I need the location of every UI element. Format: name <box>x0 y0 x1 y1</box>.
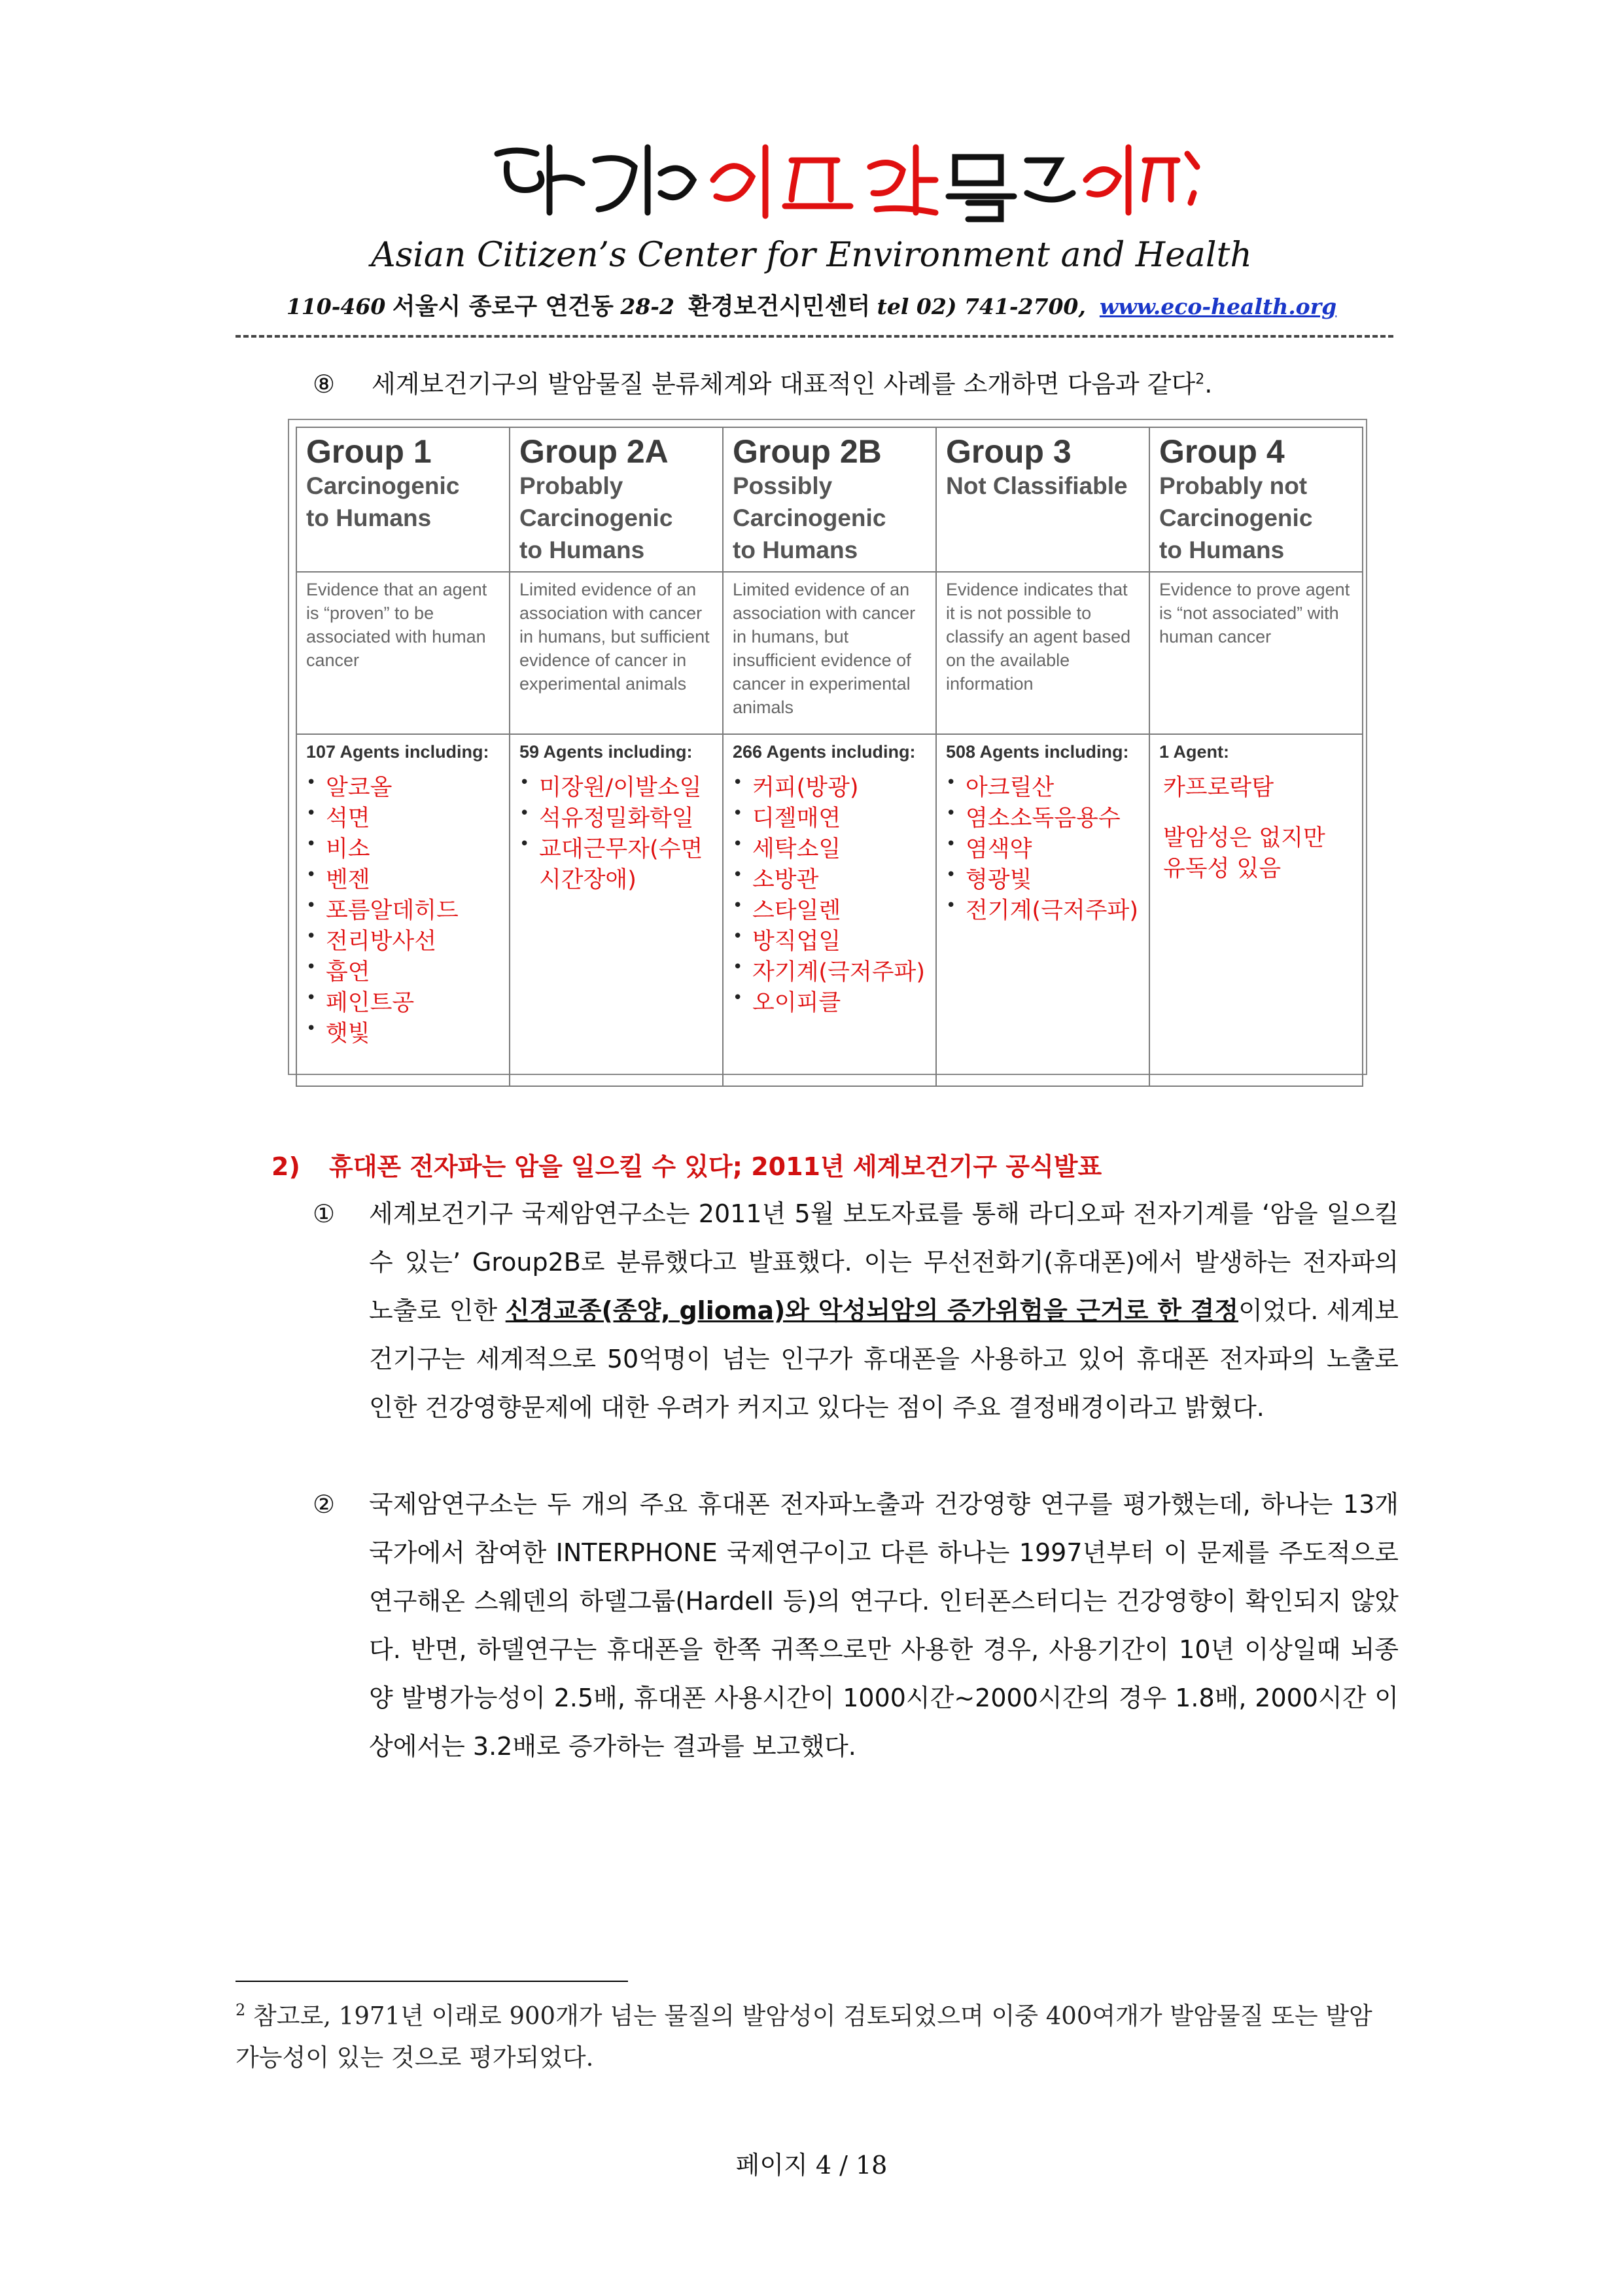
group-3-description <box>936 572 1149 734</box>
address: 서울시 종로구 연건동 <box>392 292 614 320</box>
agent-item: • 전기계(극저주파) <box>946 896 1140 927</box>
group-description: Evidence that an agent is “proven” to be associated with human cancer <box>306 580 487 670</box>
group-description: Evidence indicates that it is not possible to classify an agent based on the available information <box>946 580 1131 694</box>
organization-korean-name: 환경보건시민센터 <box>688 292 871 320</box>
group-title: Group 2B <box>733 433 882 470</box>
center-logo <box>484 134 1204 232</box>
logo-lettering <box>484 134 1204 232</box>
intro-text: 세계보건기구의 발암물질 분류체계와 대표적인 사례를 소개하면 다음과 같다 <box>372 370 1196 398</box>
group-title: Group 4 <box>1159 433 1285 470</box>
agent-item: • 형광빛 <box>946 865 1140 896</box>
group-subtitle-line: Carcinogenic <box>1159 504 1313 531</box>
group-title: Group 1 <box>306 433 432 470</box>
agent-item: • 스타일렌 <box>733 896 926 927</box>
agent-count: 107 Agents including: <box>306 742 489 762</box>
agent-item: • 포름알데히드 <box>306 896 500 927</box>
agent-item: • 석유정밀화학일 <box>519 804 713 834</box>
agent-item: • 페인트공 <box>306 988 500 1019</box>
agent-count: 508 Agents including: <box>946 742 1129 762</box>
group-1-agents <box>296 734 510 1086</box>
agent-item: • 오이피클 <box>733 988 926 1019</box>
agent-count: 266 Agents including: <box>733 742 916 762</box>
agent-note: 발암성은 없지만 유독성 있음 <box>1163 825 1325 882</box>
agent-item: • 소방관 <box>733 865 926 896</box>
footnote <box>236 1989 1387 2079</box>
agent-item: • 아크릴산 <box>946 773 1140 804</box>
group-1-description <box>296 572 510 734</box>
agent-list <box>733 773 926 1019</box>
footnote-text: 참고로, 1971년 이래로 900개가 넘는 물질의 발암성이 검토되었으며 이중 400여개가 발암물질 또는 발암가능성이 있는 것으로 평가되었다. <box>236 2002 1372 2072</box>
group-2a-agents <box>510 734 723 1086</box>
address-number: 28-2 <box>620 294 674 319</box>
group-3-agents <box>936 734 1149 1086</box>
group-2b-agents <box>723 734 936 1086</box>
group-description: Limited evidence of an association with cancer in humans, but sufficient evidence of cancer in experimental animals <box>519 580 710 694</box>
group-subtitle-line: to Humans <box>306 504 432 531</box>
group-subtitle-line: Possibly <box>733 472 833 499</box>
group-4-description <box>1149 572 1363 734</box>
agent-item: • 커피(방광) <box>733 773 926 804</box>
paragraph-marker: ② <box>313 1490 336 1519</box>
agent-item: • 비소 <box>306 834 500 865</box>
group-subtitle-line: Not Classifiable <box>946 472 1128 499</box>
intro-marker: ⑧ <box>313 370 336 398</box>
section-heading <box>271 1146 1102 1182</box>
agent-item: • 염색약 <box>946 834 1140 865</box>
intro-line <box>313 364 1425 400</box>
group-3-header <box>936 427 1149 572</box>
agent-item: • 벤젠 <box>306 865 500 896</box>
paragraph-2 <box>313 1480 1399 1771</box>
agent-list <box>519 773 713 896</box>
paragraph-marker: ① <box>313 1199 336 1228</box>
group-4-agents <box>1149 734 1363 1086</box>
intro-end: . <box>1204 370 1213 398</box>
group-2a-description <box>510 572 723 734</box>
group-subtitle-line: to Humans <box>1159 537 1285 563</box>
group-subtitle-line: Probably <box>519 472 623 499</box>
header-divider <box>236 335 1393 338</box>
footnote-ref[interactable]: 2 <box>1195 371 1205 388</box>
group-title: Group 3 <box>946 433 1072 470</box>
paragraph-body: 국제암연구소는 두 개의 주요 휴대폰 전자파노출과 건강영향 연구를 평가했는데, 하나는 13개 국가에서 참여한 INTERPHONE 국제연구이고 다른 하나는 1997년부터 이 문제를 주도적으로 연구해온 스웨덴의 하델그룹(Hardell 등)의 연구다. 인터폰스터디는 건강영향이 확인되지 않았다. 반면, 하델연구는 휴대폰을 한쪽 귀쪽으로만 사용한 경우, 사용기간이 10년 이상일때 뇌종양 발병가능성이 2.5배, 휴대폰 사용시간이 1000시간~2000시간의 경우 1.8배, 2000시간 이상에서는 3.2배로 증가하는 결과를 보고했다. <box>369 1490 1399 1761</box>
highlighted-finding: 신경교종(종양, glioma)와 악성뇌암의 증가위험을 근거로 한 결정 <box>505 1296 1239 1325</box>
agent-count: 59 Agents including: <box>519 742 693 762</box>
agent-count: 1 Agent: <box>1159 742 1229 762</box>
agent-item: • 염소소독음용수 <box>946 804 1140 834</box>
paragraph-body <box>369 1190 1399 1432</box>
group-subtitle-line: Carcinogenic <box>306 472 460 499</box>
group-subtitle-line: to Humans <box>519 537 645 563</box>
agent-item: • 미장원/이발소일 <box>519 773 713 804</box>
postal-code: 110-460 <box>286 294 386 319</box>
group-1-header <box>296 427 510 572</box>
agent-item: • 석면 <box>306 804 500 834</box>
page-number: 페이지 4 / 18 <box>735 2151 888 2180</box>
footnote-number: 2 <box>236 2001 246 2019</box>
agent-item: • 교대근무자(수면시간장애) <box>519 834 713 896</box>
paragraph-1 <box>313 1190 1399 1432</box>
group-2a-header <box>510 427 723 572</box>
telephone: tel 02) 741-2700, <box>877 294 1086 319</box>
group-4-header <box>1149 427 1363 572</box>
agent-list <box>306 773 500 1050</box>
group-title: Group 2A <box>519 433 669 470</box>
group-subtitle-line: Carcinogenic <box>733 504 886 531</box>
carcinogen-classification-table <box>288 419 1367 1075</box>
agent-item: • 전리방사선 <box>306 927 500 957</box>
section-title: 휴대폰 전자파는 암을 일으킬 수 있다; 2011년 세계보건기구 공식발표 <box>329 1152 1102 1181</box>
agent-item: • 자기계(극저주파) <box>733 957 926 988</box>
section-number: 2) <box>271 1152 300 1181</box>
agent-item: • 흡연 <box>306 957 500 988</box>
agent-item: • 세탁소일 <box>733 834 926 865</box>
group-2b-header <box>723 427 936 572</box>
group-description: Limited evidence of an association with cancer in humans, but insufficient evidence of cancer in experimental animals <box>733 580 916 717</box>
website-link[interactable]: www.eco-health.org <box>1099 294 1337 319</box>
paragraph-text: 세계보건기구 국제암연구소는 2011년 5월 보도자료를 통해 라디오파 전자기계를 ‘암을 일으킬 수 있는’ Group2B로 분류했다고 발표했다. 이는 무선전화기(휴대폰)에서 발생하는 전자파의 노출로 인한 <box>369 1199 1399 1325</box>
agent-list <box>1159 773 1353 885</box>
agent-item: • 햇빛 <box>306 1019 500 1050</box>
footnote-divider <box>236 1981 628 1982</box>
paragraph-text: 이었다. 세계보건기구는 세계적으로 50억명이 넘는 인구가 휴대폰을 사용하고 있어 휴대폰 전자파의 노출로 인한 건강영향문제에 대한 우려가 커지고 있다는 점이 주요 결정배경이라고 밝혔다. <box>369 1296 1399 1422</box>
agent-item: 카프로락탐 <box>1163 775 1274 801</box>
group-subtitle-line: Probably not <box>1159 472 1308 499</box>
organization-english-name: Asian Citizen’s Center for Environment and Health <box>371 236 1252 275</box>
agent-item: • 디젤매연 <box>733 804 926 834</box>
group-subtitle-line: Carcinogenic <box>519 504 673 531</box>
agent-list <box>946 773 1140 927</box>
group-description: Evidence to prove agent is “not associated” with human cancer <box>1159 580 1350 646</box>
group-subtitle-line: to Humans <box>733 537 858 563</box>
agent-item: • 알코올 <box>306 773 500 804</box>
agent-item: • 방직업일 <box>733 927 926 957</box>
organization-contact-line <box>0 288 1623 321</box>
group-2b-description <box>723 572 936 734</box>
